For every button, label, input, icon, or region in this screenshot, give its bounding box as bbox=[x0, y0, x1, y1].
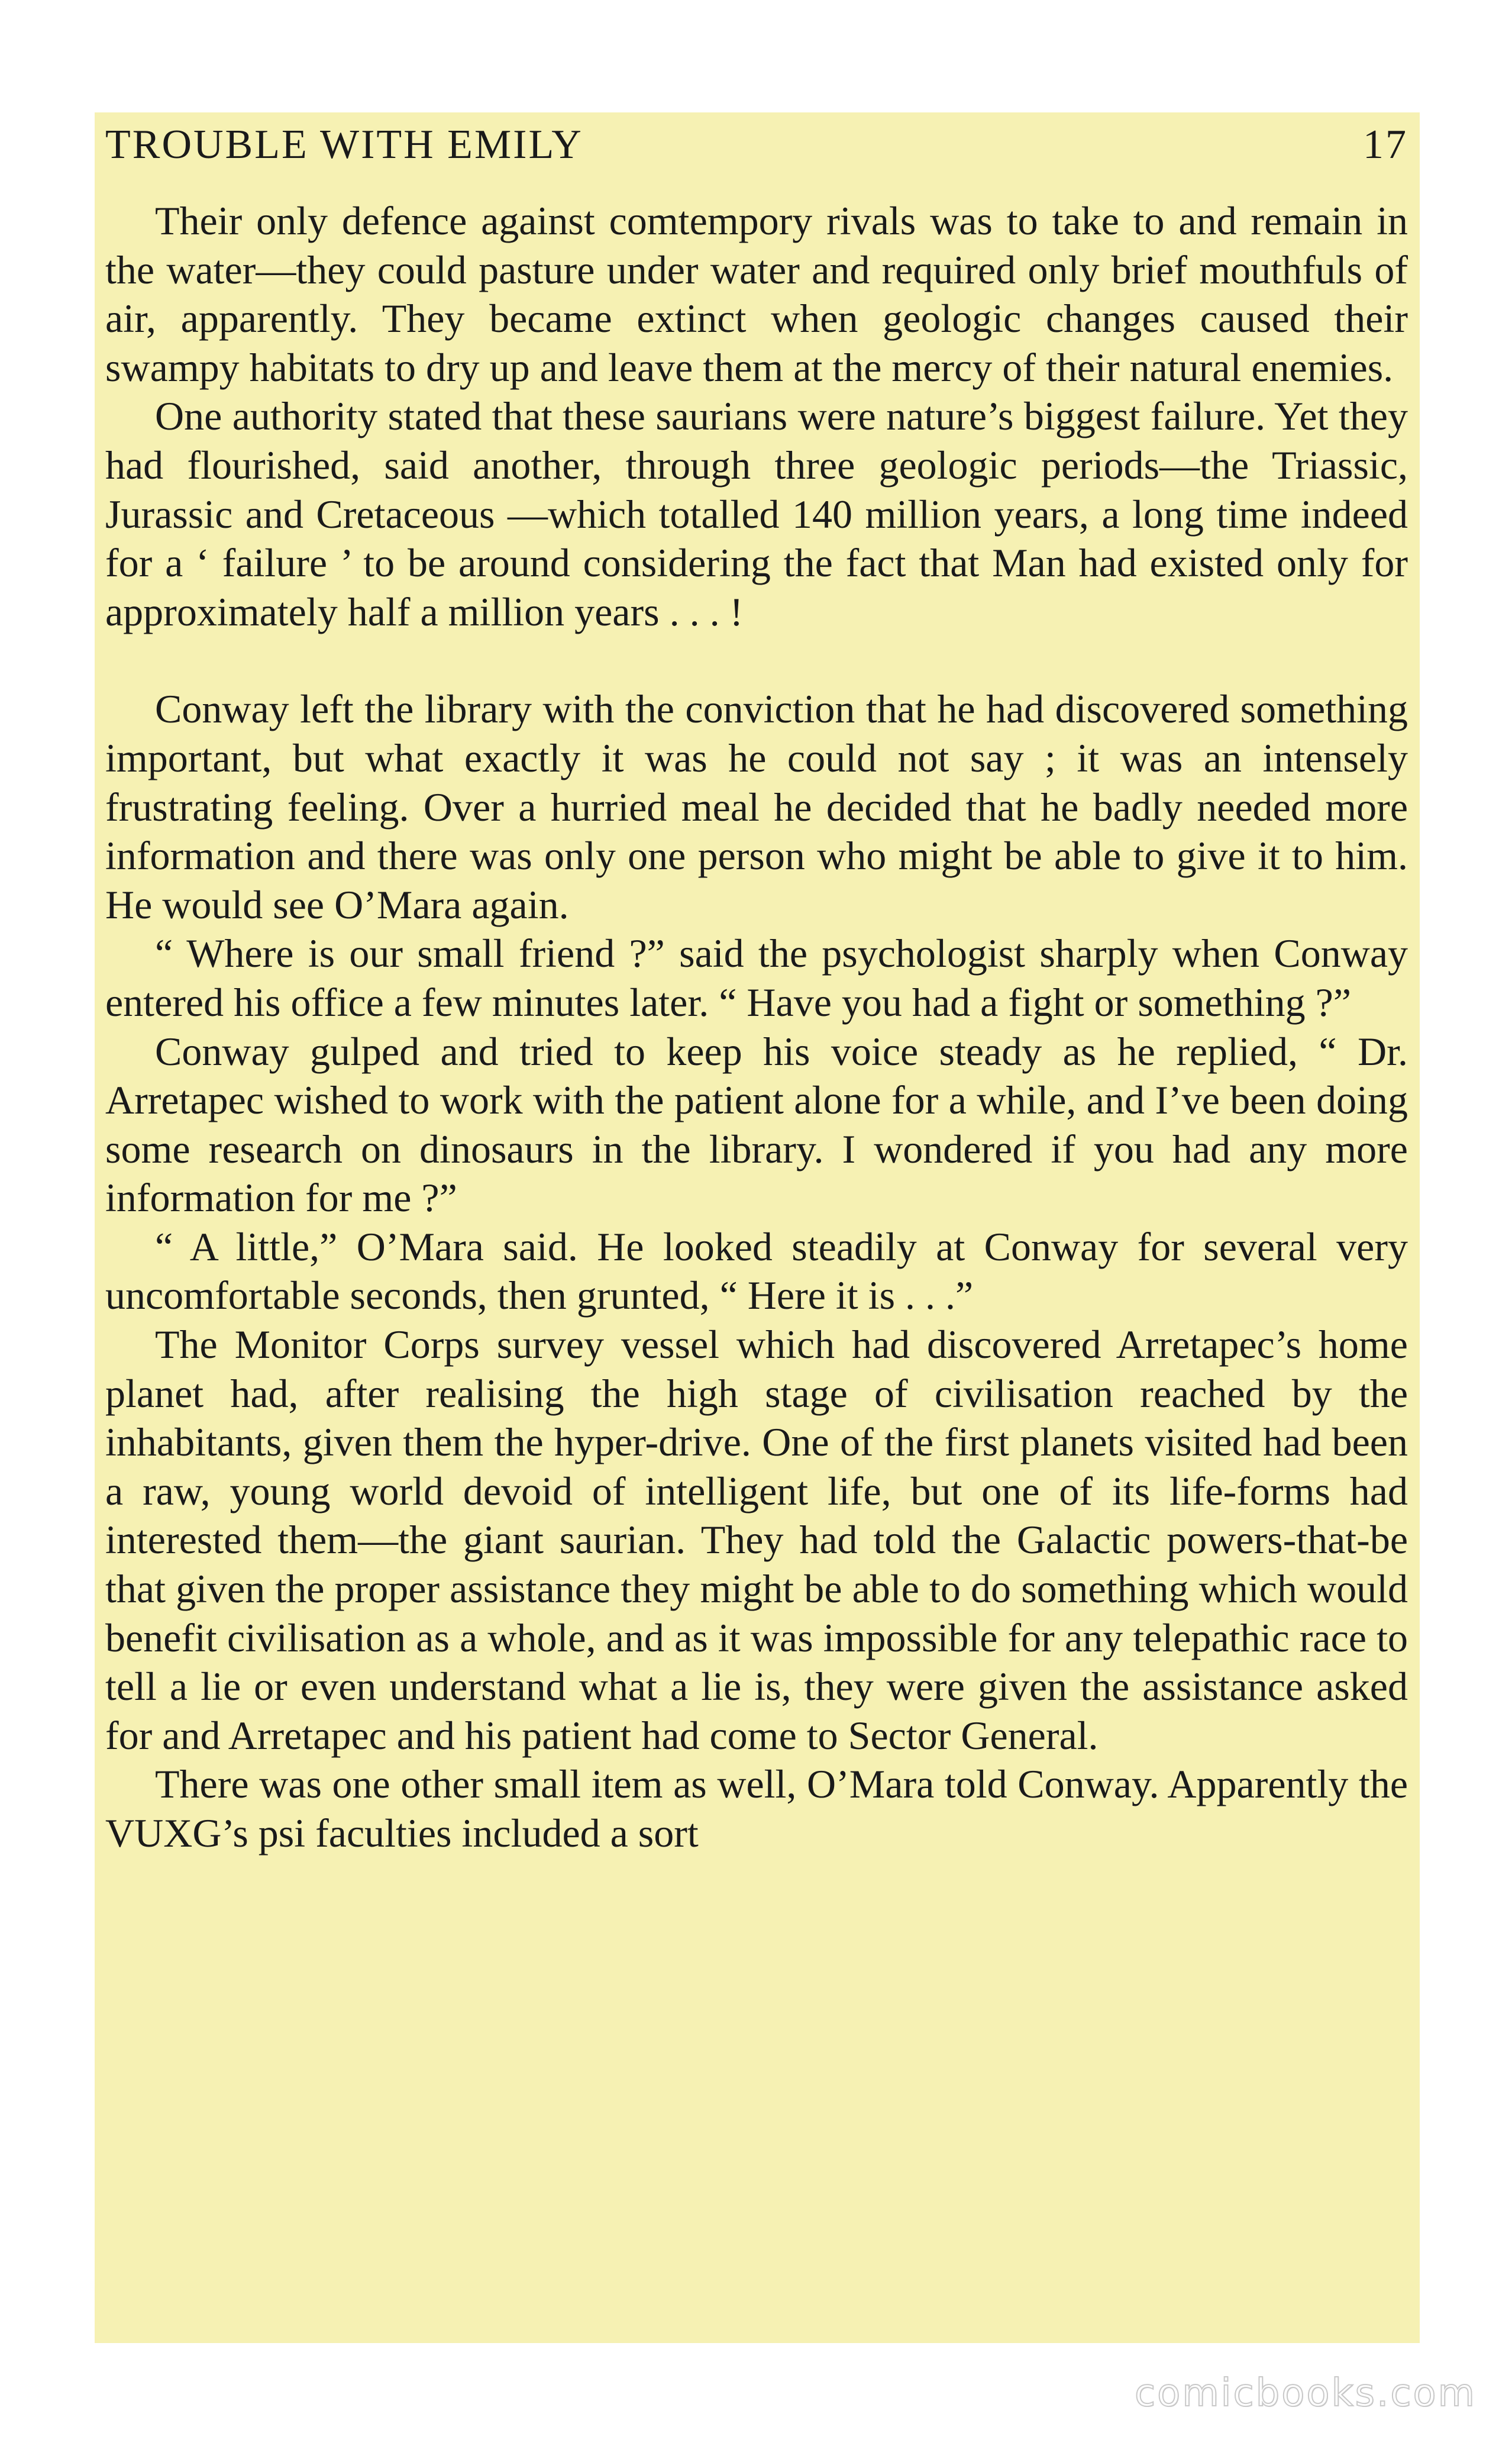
book-page bbox=[95, 112, 1420, 2343]
paragraph: “ Where is our small friend ?” said the psychologist sharply when Conway entered his office a few minutes later. “ Have you had a fight or something ?” bbox=[105, 931, 1408, 1025]
page-number: 17 bbox=[1363, 122, 1408, 167]
page-header bbox=[105, 112, 1408, 178]
paragraph: “ A little,” O’Mara said. He looked steadily at Conway for several very uncomfortable seconds, then grunted, “ Here it is . . .” bbox=[105, 1224, 1408, 1318]
running-title: TROUBLE WITH EMILY bbox=[105, 122, 583, 167]
watermark: comicbooks.com bbox=[1134, 2371, 1477, 2415]
paragraph: Their only defence against comtempory rivals was to take to and remain in the water—they could pasture under water and required only brief mouthfuls of air, apparently. They became extinct when geologic changes caused their swampy habitats to dry up and leave them at the mercy of their natural enemies. bbox=[105, 198, 1408, 390]
body-text bbox=[105, 196, 1408, 1858]
paragraph: Conway left the library with the conviction that he had discovered something important, but what exactly it was he could not say ; it was an intensely frustrating feeling. Over a hurried meal he decided that he badly needed more information and there was only one person who might be able to give it to him. He would see O’Mara again. bbox=[105, 686, 1408, 927]
paragraph: One authority stated that these saurians were nature’s biggest failure. Yet they had flourished, said another, through three geologic periods—the Triassic, Jurassic and Cretaceous —which totalled 140 million years, a long time indeed for a ‘ failure ’ to be around considering the fact that Man had existed only for approximately half a million years . . . ! bbox=[105, 393, 1408, 634]
paragraph: The Monitor Corps survey vessel which had discovered Arretapec’s home planet had, after realising the high stage of civilisation reached by the inhabitants, given them the hyper-drive. One of the first planets visited had been a raw, young world devoid of intelligent life, but one of its life-forms had interested them—the giant saurian. They had told the Galactic powers-that-be that given the proper assistance they might be able to do something which would benefit civilisation as a whole, and as it was impossible for any telepathic race to tell a lie or even understand what a lie is, they were given the assistance asked for and Arretapec and his patient had come to Sector General. bbox=[105, 1322, 1408, 1758]
paragraph: There was one other small item as well, O’Mara told Conway. Apparently the VUXG’s psi faculties included a sort bbox=[105, 1761, 1408, 1856]
paragraph: Conway gulped and tried to keep his voice steady as he replied, “ Dr. Arretapec wished to work with the patient alone for a while, and I’ve been doing some research on dinosaurs in the library. I wondered if you had any more information for me ?” bbox=[105, 1028, 1408, 1221]
